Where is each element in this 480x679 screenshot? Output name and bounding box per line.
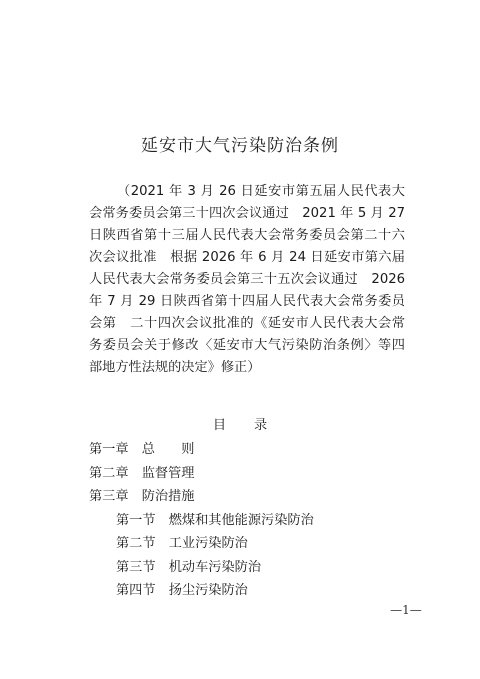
toc-chapter-3: 第三章 防治措施 [89, 489, 195, 504]
toc-heading: 目录 [212, 418, 296, 433]
page-number: —1— [390, 603, 422, 617]
document-title: 延安市大气污染防治条例 [141, 136, 339, 156]
toc-section-4: 第四节 扬尘污染防治 [116, 583, 248, 598]
toc-chapter-2: 第二章 监督管理 [89, 465, 195, 481]
toc-section-1: 第一节 燃煤和其他能源污染防治 [116, 512, 314, 528]
document-preamble: （2021 年 3 月 26 日延安市第五届人民代表大会常务委员会第三十四次会议通过 2021 年 5 月 27 日陕西省第十三届人民代表大会常务委员会第二十六次会议批准 根据 2026 年 6 月 24 日延安市第六届人民代表大会常务委员会第三十五次会议通过 2026 年 7 月 29 日陕西省第十四届人民代表大会常务委员会第 二十四次会议批准的《延安市人民代表大会常务委员会关于修改〈延安市大气污染防治条例〉等四部地方性法规的决定》修正） [89, 184, 405, 375]
toc-section-2: 第二节 工业污染防治 [116, 536, 248, 551]
table-of-contents [89, 438, 409, 603]
toc-chapter-1: 第一章 总 则 [89, 442, 195, 457]
toc-section-3: 第三节 机动车污染防治 [116, 559, 262, 575]
